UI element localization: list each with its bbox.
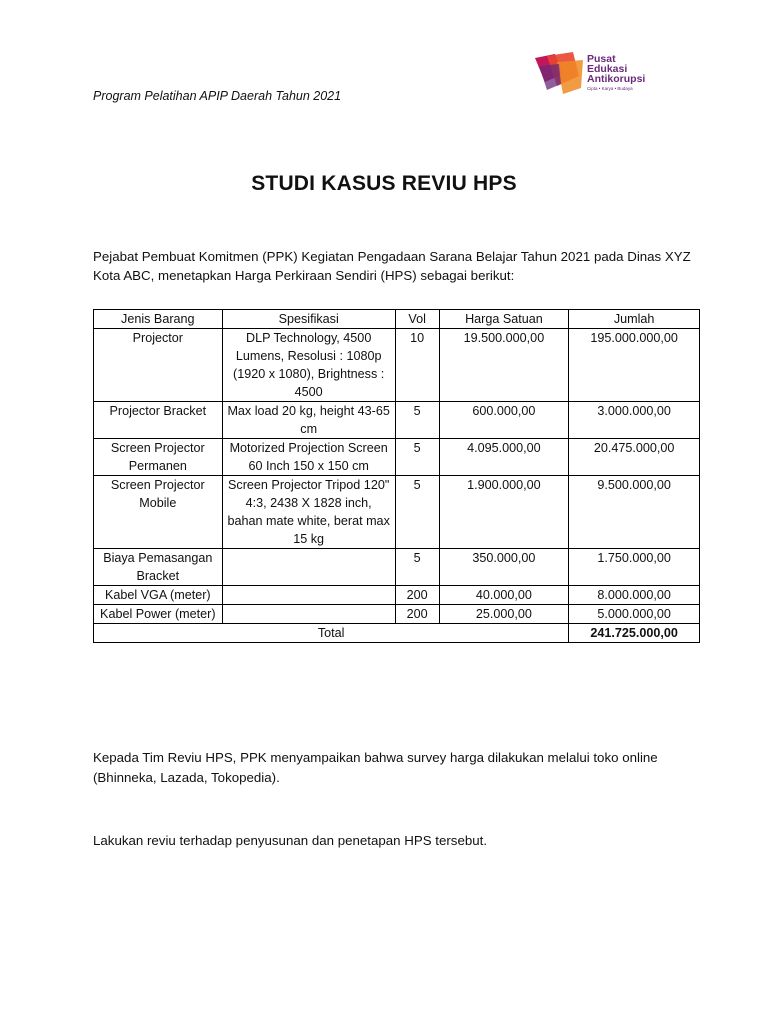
cell-spec — [222, 605, 395, 624]
cell-price: 600.000,00 — [439, 402, 569, 439]
cell-total: 3.000.000,00 — [569, 402, 700, 439]
cell-vol: 5 — [395, 549, 439, 586]
table-header-row — [94, 310, 700, 329]
cell-item: Biaya Pemasangan Bracket — [94, 549, 223, 586]
total-row — [94, 624, 700, 643]
cell-spec: Motorized Projection Screen 60 Inch 150 x 150 cm — [222, 439, 395, 476]
cell-vol: 5 — [395, 439, 439, 476]
cell-total: 1.750.000,00 — [569, 549, 700, 586]
total-label: Total — [94, 624, 569, 643]
cell-total: 5.000.000,00 — [569, 605, 700, 624]
logo-line1: Pusat — [587, 53, 616, 65]
cell-price: 25.000,00 — [439, 605, 569, 624]
table-row — [94, 439, 700, 476]
cell-spec: Screen Projector Tripod 120" 4:3, 2438 X 1828 inch, bahan mate white, berat max 15 kg — [222, 476, 395, 549]
header-vol: Vol — [395, 310, 439, 329]
intro-paragraph: Pejabat Pembuat Komitmen (PPK) Kegiatan Pengadaan Sarana Belajar Tahun 2021 pada Dinas XYZ Kota ABC, menetapkan Harga Perkiraan Sendiri (HPS) sebagai berikut: — [93, 249, 691, 283]
survey-paragraph: Kepada Tim Reviu HPS, PPK menyampaikan bahwa survey harga dilakukan melalui toko online (Bhinneka, Lazada, Tokopedia). — [93, 750, 658, 785]
cell-spec — [222, 586, 395, 605]
header-jenis-barang: Jenis Barang — [94, 310, 223, 329]
cell-spec: Max load 20 kg, height 43-65 cm — [222, 402, 395, 439]
cell-spec: DLP Technology, 4500 Lumens, Resolusi : 1080p (1920 x 1080), Brightness : 4500 — [222, 329, 395, 402]
table-row — [94, 605, 700, 624]
cell-total: 20.475.000,00 — [569, 439, 700, 476]
table-row — [94, 329, 700, 402]
logo-text — [587, 54, 645, 84]
instruction-paragraph: Lakukan reviu terhadap penyusunan dan penetapan HPS tersebut. — [93, 833, 488, 848]
cell-total: 9.500.000,00 — [569, 476, 700, 549]
cell-price: 19.500.000,00 — [439, 329, 569, 402]
logo-tagline: Cipta • Karya • Budaya — [587, 86, 633, 91]
header-harga-satuan: Harga Satuan — [439, 310, 569, 329]
cell-price: 4.095.000,00 — [439, 439, 569, 476]
total-value: 241.725.000,00 — [569, 624, 700, 643]
cell-item: Kabel VGA (meter) — [94, 586, 223, 605]
cell-vol: 200 — [395, 605, 439, 624]
cell-vol: 5 — [395, 402, 439, 439]
cell-price: 1.900.000,00 — [439, 476, 569, 549]
page-title: STUDI KASUS REVIU HPS — [251, 172, 517, 195]
cell-vol: 200 — [395, 586, 439, 605]
cell-spec — [222, 549, 395, 586]
hps-table — [93, 309, 700, 643]
table-row — [94, 586, 700, 605]
cell-vol: 10 — [395, 329, 439, 402]
table-row — [94, 476, 700, 549]
table-row — [94, 402, 700, 439]
cell-item: Screen Projector Mobile — [94, 476, 223, 549]
cell-item: Screen Projector Permanen — [94, 439, 223, 476]
cell-total: 8.000.000,00 — [569, 586, 700, 605]
logo-line2: Edukasi — [587, 63, 628, 75]
cell-item: Projector — [94, 329, 223, 402]
table-row — [94, 549, 700, 586]
cell-item: Projector Bracket — [94, 402, 223, 439]
logo-line3: Antikorupsi — [587, 73, 646, 85]
header-jumlah: Jumlah — [569, 310, 700, 329]
cell-vol: 5 — [395, 476, 439, 549]
cell-item: Kabel Power (meter) — [94, 605, 223, 624]
cell-price: 350.000,00 — [439, 549, 569, 586]
logo-mark-icon — [533, 52, 585, 96]
cell-price: 40.000,00 — [439, 586, 569, 605]
cell-total: 195.000.000,00 — [569, 329, 700, 402]
header-spesifikasi: Spesifikasi — [222, 310, 395, 329]
program-header: Program Pelatihan APIP Daerah Tahun 2021 — [93, 89, 342, 103]
logo — [533, 52, 658, 98]
